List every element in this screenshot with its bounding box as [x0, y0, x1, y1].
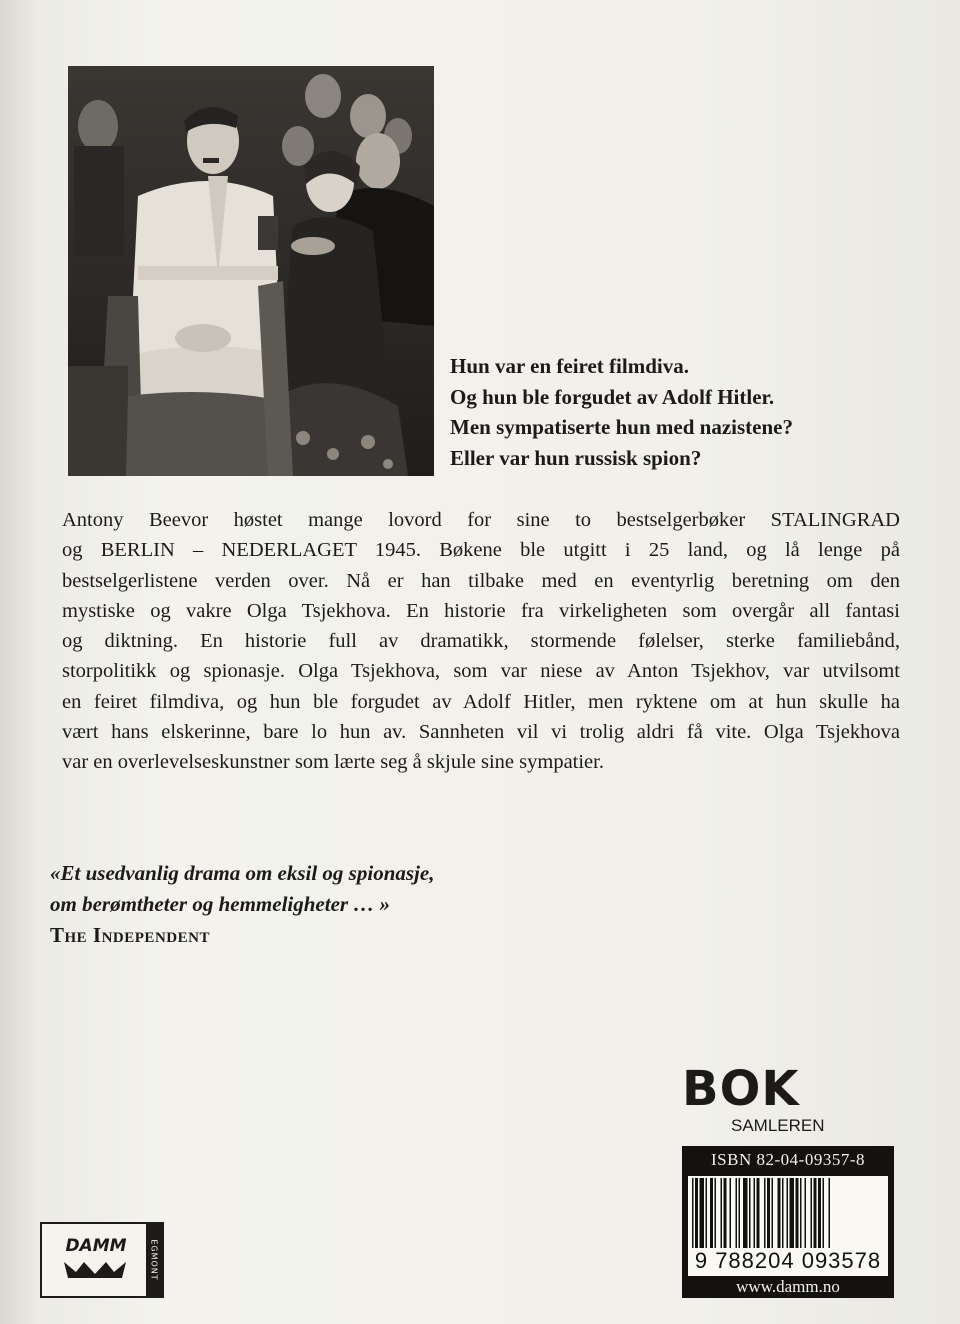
- tagline-line: Eller var hun russisk spion?: [450, 445, 702, 470]
- bokklubb-logo-subtitle: SAMLEREN: [731, 1116, 825, 1135]
- review-quote: [50, 858, 434, 951]
- blurb-line: var en overlevelseskunstner som lærte seg å skjule sine sympatier.: [62, 751, 604, 774]
- quote-line: «Et usedvanlig drama om eksil og spionasje,: [50, 861, 435, 885]
- isbn-text: ISBN 82-04-09357-8: [711, 1150, 865, 1169]
- blurb-line: vært hans elskerinne, bare lo hun av. Sannheten vil vi trolig aldri få vite. Olga Tsjekhova: [62, 721, 900, 744]
- blurb-line: en feiret filmdiva, og hun ble forgudet av Adolf Hitler, men ryktene om at hun skulle ha: [62, 690, 900, 713]
- blurb-line: bestselgerlistene verden over. Nå er han tilbake med en eventyrlig beretning om den: [62, 569, 900, 592]
- blurb-line: og BERLIN – NEDERLAGET 1945. Bøkene ble utgitt i 25 land, og lå lenge på: [62, 539, 900, 562]
- blurb-line: mystiske og vakre Olga Tsjekhova. En historie fra virkeligheten som overgår all fantasi: [62, 599, 900, 622]
- publisher-url: www.damm.no: [736, 1277, 840, 1296]
- barcode-digits: 9 788204 093578: [694, 1248, 882, 1273]
- publisher-logo: [40, 1222, 164, 1298]
- crown-icon: [62, 1258, 128, 1280]
- tagline-line: Hun var en feiret filmdiva.: [450, 354, 689, 378]
- blurb-paragraph: [62, 505, 900, 778]
- cover-photo: [68, 66, 434, 476]
- tagline-line: Men sympatiserte hun med nazistene?: [450, 415, 793, 439]
- tagline-line: Og hun ble forgudet av Adolf Hitler.: [450, 384, 775, 409]
- imprint-strip: [146, 1224, 162, 1296]
- blurb-line: og diktning. En historie full av dramatikk, stormende følelser, sterke familiebånd,: [62, 630, 900, 653]
- bokklubb-logo: BOK: [682, 1061, 800, 1117]
- imprint-name: EGMONT: [149, 1239, 159, 1281]
- barcode-panel: [682, 1146, 894, 1298]
- publisher-name: DAMM: [65, 1236, 127, 1256]
- quote-source: The Independent: [50, 923, 210, 947]
- tagline: [450, 351, 950, 473]
- blurb-line: Antony Beevor høstet mange lovord for sine to bestselgerbøker STALINGRAD: [62, 509, 900, 531]
- quote-line: om berømtheter og hemmeligheter … »: [50, 892, 391, 916]
- blurb-line: storpolitikk og spionasje. Olga Tsjekhova, som var niese av Anton Tsjekhov, var utvilsomt: [62, 660, 900, 683]
